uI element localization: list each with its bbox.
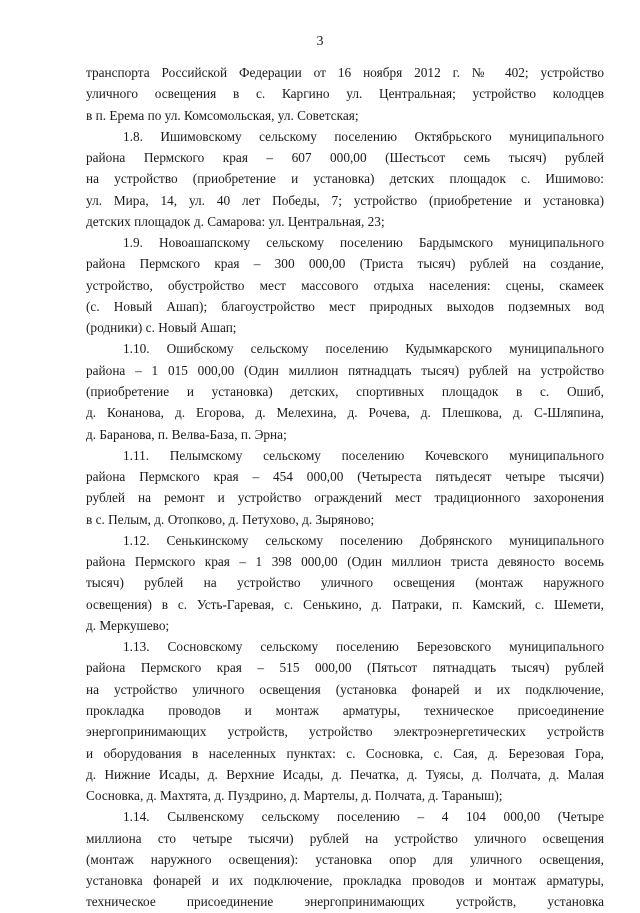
text-line: (родники) с. Новый Ашап;: [86, 320, 237, 336]
document-body: [86, 62, 604, 913]
text-line: транспорта Российской Федерации от 16 ноября 2012 г. № 402; устройство: [86, 65, 604, 80]
text-line: (с. Новый Ашап); благоустройство мест природных выходов подземных вод: [86, 298, 604, 314]
text-line: района Пермского края – 1 398 000,00 (Один миллион триста девяносто восемь: [86, 554, 604, 570]
text-line: 1.8. Ишимовскому сельскому поселению Октябрьского муниципального: [123, 128, 604, 144]
text-line: (монтаж наружного освещения): установка опор для уличного освещения,: [86, 851, 604, 867]
paragraph: [86, 62, 604, 126]
text-line: освещения) в с. Усть-Гаревая, с. Сенькино, д. Патраки, п. Камский, с. Шемети,: [86, 596, 604, 612]
text-line: ул. Мира, 14, ул. 40 лет Победы, 7; устройство (приобретение и установка): [86, 192, 604, 208]
text-line: техническое присоединение энергопринимающих устройств, установка: [86, 894, 604, 910]
text-line: Сосновка, д. Махтята, д. Пуздрино, д. Мартелы, д. Полчата, д. Тараныш);: [86, 788, 503, 804]
text-line: 1.13. Сосновскому сельскому поселению Березовского муниципального: [123, 639, 604, 655]
text-line: установка фонарей и их подключение, прокладка проводов и монтаж арматуры,: [86, 873, 604, 889]
text-line: 1.14. Сылвенскому сельскому поселению – 4 104 000,00 (Четыре: [123, 809, 604, 825]
text-line: детских площадок д. Самарова: ул. Центральная, 23;: [86, 213, 385, 229]
text-line: тысяч) рублей на устройство уличного освещения (монтаж наружного: [86, 575, 604, 591]
paragraph: [86, 338, 604, 444]
paragraph: [86, 636, 604, 806]
text-line: д. Меркушево;: [86, 617, 170, 633]
paragraph: [86, 445, 604, 530]
text-line: д. Баранова, п. Велва-База, п. Эрна;: [86, 426, 287, 442]
paragraph: [86, 806, 604, 912]
text-line: района Пермского края – 454 000,00 (Четыреста пятьдесят четыре тысячи): [86, 469, 604, 485]
page-number: 3: [316, 34, 324, 49]
text-line: района Пермского края – 515 000,00 (Пятьсот пятнадцать тысяч) рублей: [86, 660, 604, 676]
text-line: 1.9. Новоашапскому сельскому поселению Бардымского муниципального: [123, 235, 604, 251]
text-line: прокладка проводов и монтаж арматуры, техническое присоединение: [86, 702, 604, 718]
text-line: д. Нижние Исады, д. Верхние Исады, д. Печатка, д. Туясы, д. Полчата, д. Малая: [86, 766, 604, 782]
text-line: на устройство (приобретение и установка) детских площадок с. Ишимово:: [86, 171, 604, 187]
text-line: 1.10. Ошибскому сельскому поселению Кудымкарского муниципального: [123, 341, 604, 357]
text-line: устройство, обустройство мест массового отдыха населения: сцены, скамеек: [86, 277, 604, 293]
paragraph: [86, 232, 604, 338]
text-line: 1.11. Пелымскому сельскому поселению Кочевского муниципального: [123, 447, 604, 463]
text-line: района Пермского края – 300 000,00 (Триста тысяч) рублей на создание,: [86, 256, 604, 272]
text-line: района – 1 015 000,00 (Один миллион пятнадцать тысяч) рублей на устройство: [86, 362, 604, 378]
text-line: в п. Ерема по ул. Комсомольская, ул. Советская;: [86, 107, 359, 123]
text-line: д. Конанова, д. Егорова, д. Мелехина, д. Рочева, д. Плешкова, д. С-Шляпина,: [86, 405, 604, 421]
text-line: и оборудования в населенных пунктах: с. Сосновка, с. Сая, д. Березовая Гора,: [86, 745, 604, 761]
text-line: миллиона сто четыре тысячи) рублей на устройство уличного освещения: [86, 830, 604, 846]
text-line: 1.12. Сенькинскому сельскому поселению Добрянского муниципального: [123, 532, 604, 548]
text-line: на устройство уличного освещения (установка фонарей и их подключение,: [86, 681, 604, 697]
text-line: энергопринимающих устройств, устройство электроэнергетических устройств: [86, 724, 604, 740]
paragraph: [86, 530, 604, 636]
text-line: рублей на ремонт и устройство ограждений мест традиционного захоронения: [86, 490, 604, 506]
text-line: уличного освещения в с. Каргино ул. Центральная; устройство колодцев: [86, 86, 604, 102]
paragraph: [86, 126, 604, 232]
text-line: района Пермского края – 607 000,00 (Шестьсот семь тысяч) рублей: [86, 150, 604, 166]
text-line: (приобретение и установка) детских, спортивных площадок в с. Ошиб,: [86, 383, 604, 399]
text-line: в с. Пелым, д. Отопково, д. Петухово, д. Зыряново;: [86, 511, 375, 527]
